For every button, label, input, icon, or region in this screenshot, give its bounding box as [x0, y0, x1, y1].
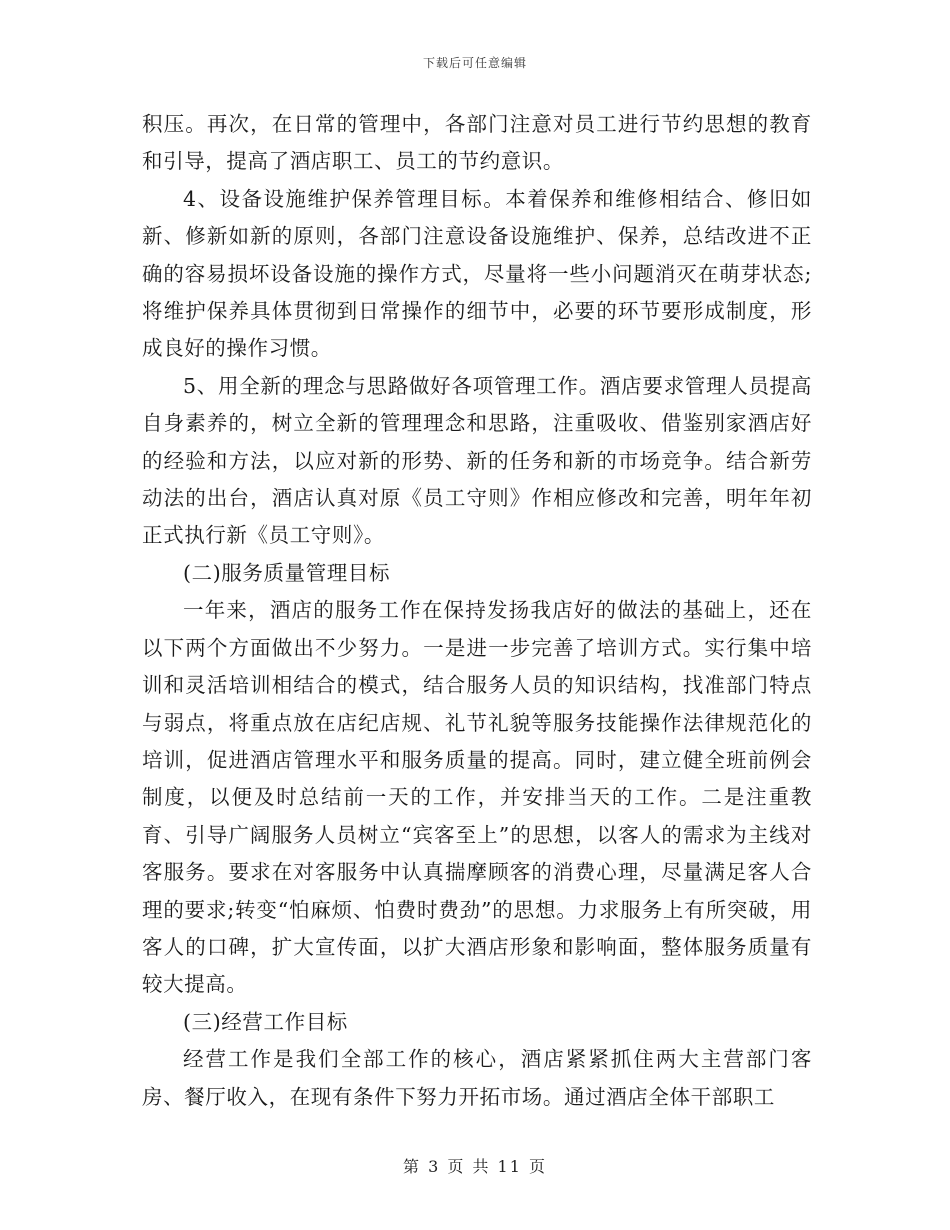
paragraph-2: 4、设备设施维护保养管理目标。本着保养和维修相结合、修旧如新、修新如新的原则，各部门注意设备设施维护、保养，总结改进不正确的容易损坏设备设施的操作方式，尽量将一些小问题消灭在萌芽状态;将维护保养具体贯彻到日常操作的细节中，必要的环节要形成制度，形成良好的操作习惯。 — [142, 186, 812, 361]
paragraph-3: 5、用全新的理念与思路做好各项管理工作。酒店要求管理人员提高自身素养的，树立全新的管理理念和思路，注重吸收、借鉴别家酒店好的经验和方法，以应对新的形势、新的任务和新的市场竞争。结合新劳动法的出台，酒店认真对原《员工守则》作相应修改和完善，明年年初正式执行新《员工守则》。 — [142, 373, 812, 548]
page-number: 第 3 页 共 11 页 — [403, 1157, 547, 1176]
paragraph-4: 一年来，酒店的服务工作在保持发扬我店好的做法的基础上，还在以下两个方面做出不少努力。一是进一步完善了培训方式。实行集中培训和灵活培训相结合的模式，结合服务人员的知识结构，找准部门特点与弱点，将重点放在店纪店规、礼节礼貌等服务技能操作法律规范化的培训，促进酒店管理水平和服务质量的提高。同时，建立健全班前例会制度，以便及时总结前一天的工作，并安排当天的工作。二是注重教育、引导广阔服务人员树立“宾客至上”的思想，以客人的需求为主线对客服务。要求在对客服务中认真揣摩顾客的消费心理，尽量满足客人合理的要求;转变“怕麻烦、怕费时费劲”的思想。力求服务上有所突破，用客人的口碑，扩大宣传面，以扩大酒店形象和影响面，整体服务质量有较大提高。 — [142, 598, 812, 997]
document-body — [142, 106, 812, 1116]
section-heading-2: (二)服务质量管理目标 — [183, 560, 391, 585]
paragraph-1: 积压。再次，在日常的管理中，各部门注意对员工进行节约思想的教育和引导，提高了酒店职工、员工的节约意识。 — [142, 112, 812, 174]
section-heading-3: (三)经营工作目标 — [183, 1009, 348, 1034]
page-header: 下载后可任意编辑 — [422, 56, 527, 70]
paragraph-5: 经营工作是我们全部工作的核心，酒店紧紧抓住两大主营部门客房、餐厅收入，在现有条件下努力开拓市场。通过酒店全体干部职工 — [142, 1047, 812, 1109]
